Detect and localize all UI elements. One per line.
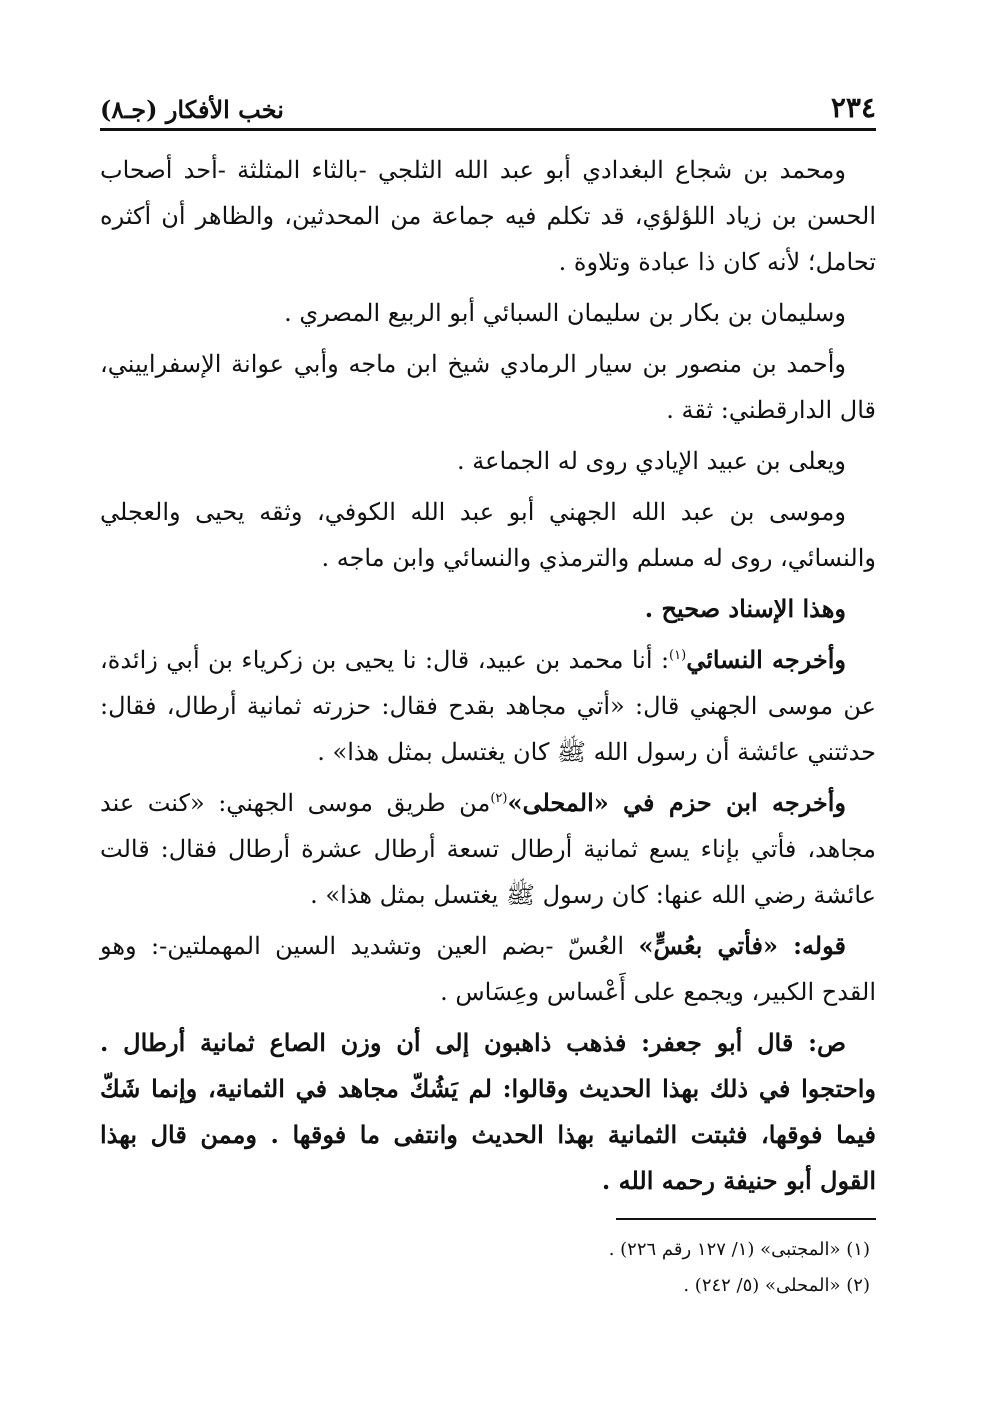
paragraph [100,438,876,484]
header-rule [100,128,876,131]
paragraph-text: ومحمد بن شجاع البغدادي أبو عبد الله الثلجي -بالثاء المثلثة -أحد أصحاب الحسن بن زياد اللؤلؤي، قد تكلم فيه جماعة من المحدثين، والظاهر أن أكثره تحامل؛ لأنه كان ذا عبادة وتلاوة . [100,156,876,276]
paragraph-text: من طريق موسى الجهني: «كنت عند مجاهد، فأتي بإناء يسع ثمانية أرطال تسعة أرطال عشرة أرطال فقال: قالت عائشة رضي الله عنها: كان رسول ﷺ يغتسل بمثل هذا» . [100,789,876,909]
paragraph [100,290,876,336]
page-number: ٢٣٤ [830,91,876,124]
paragraph-text: وأحمد بن منصور بن سيار الرمادي شيخ ابن ماجه وأبي عوانة الإسفراييني، قال الدارقطني: ثقة . [100,350,876,424]
paragraph [100,780,876,918]
bold-text: ص: قال أبو جعفر: فذهب ذاهبون إلى أن وزن الصاع ثمانية أرطال . واحتجوا في ذلك بهذا الحديث وقالوا: لم يَشُكّ مجاهد في الثمانية، وإنما شَكّ فيما فوقها، فثبتت الثمانية بهذا الحديث وانتفى ما فوقها . وممن قال بهذا القول أبو حنيفة رحمه الله . [100,1028,876,1195]
page-header [100,80,876,124]
footnote: (٢) «المحلى» (٥/ ٢٤٢) . [683,1275,870,1296]
footnote-rule [616,1218,876,1220]
bold-text: قوله: «فأتي بعُسٍّ» [638,931,846,960]
bold-text: وأخرجه النسائي [686,645,846,674]
page [100,80,876,1304]
book-title: نخب الأفكار (جـ٨) [100,95,284,124]
footnote: (١) «المجتبى» (١/ ١٢٧ رقم ٢٢٦) . [608,1239,870,1260]
paragraph-text: : أنا محمد بن عبيد، قال: نا يحيى بن زكرياء بن أبي زائدة، عن موسى الجهني قال: «أتي مجاهد بقدح فقال: حزرته ثمانية أرطال، فقال: حدثتني عائشة أن رسول الله ﷺ كان يغتسل بمثل هذا» . [100,646,876,766]
paragraph [100,637,876,775]
paragraph-text: وسليمان بن بكار بن سليمان السبائي أبو الربيع المصري . [284,299,846,327]
bold-text: وأخرجه ابن حزم في «المحلى» [507,788,846,817]
footnotes [100,1232,876,1304]
bold-text: وهذا الإسناد صحيح . [644,594,846,623]
paragraph [100,923,876,1015]
paragraph-text: وموسى بن عبد الله الجهني أبو عبد الله الكوفي، وثقه يحيى والعجلي والنسائي، روى له مسلم والترمذي والنسائي وابن ماجه . [100,498,876,572]
footnote-ref: (١) [669,648,687,663]
paragraph [100,489,876,581]
paragraph-text: العُسّ -بضم العين وتشديد السين المهملتين-: وهو القدح الكبير، ويجمع على أَعْساس وعِسَاس . [100,932,876,1006]
paragraph-text: ويعلى بن عبيد الإيادي روى له الجماعة . [457,447,846,475]
paragraph [100,341,876,433]
footnote-ref: (٢) [490,791,508,806]
body-text [100,147,876,1204]
paragraph [100,147,876,285]
paragraph [100,586,876,632]
paragraph [100,1020,876,1204]
